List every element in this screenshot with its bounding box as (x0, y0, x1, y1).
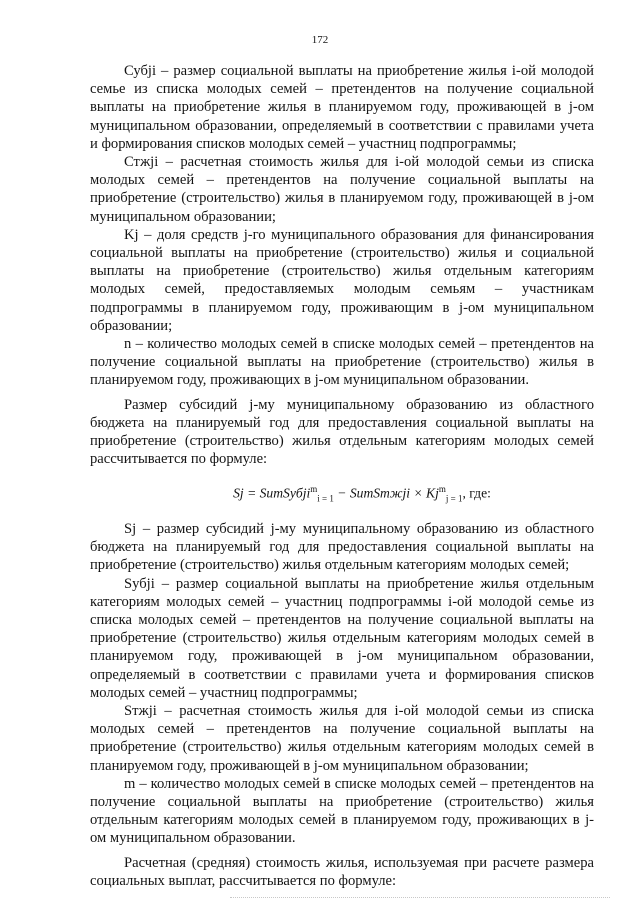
paragraph-n-definition: n – количество молодых семей в списке молодых семей – претендентов на получение социальной выплаты на приобретение (строительство) жилья в планируемом году, проживающих в j-ом муниципальном образовании. (90, 336, 594, 389)
paragraph-subji-definition: Субji – размер социальной выплаты на приобретение жилья i-ой молодой семье из списка молодых семей – претендентов на получение социальной выплаты на приобретение жилья в планируемом году, проживающей в j-ом муниципальном образовании, определяемый в соответствии с правилами учета и формирования списков молодых семей – участниц подпрограммы; (90, 63, 594, 152)
paragraph-sj-definition: Sj – размер субсидий j-му муниципальному образованию из областного бюджета на планируемый год для предоставления социальной выплаты на приобретение (строительство) жилья отдельным категориям молодых семей; (90, 520, 594, 574)
paragraph-average-cost-intro: Расчетная (средняя) стоимость жилья, используемая при расчете размера социальных выплат, рассчитывается по формуле: (90, 854, 594, 889)
formula-sub-a: i = 1 (317, 493, 334, 504)
document-body (90, 62, 594, 890)
paragraph-sybji-definition: Sубji – размер социальной выплаты на приобретение жилья отдельным категориям молодых семей – участниц подпрограммы i-ой молодой семье из списка молодых семей – претендентов на получение социальной выплаты на приобретение (строительство) жилья отдельным категориям молодых семей в планируемом году, проживающей в j-ом муниципальном образовании, определяемый в соответствии с правилами учета и формирования списков молодых семей – участниц подпрограммы; (90, 575, 594, 701)
formula-suffix: , где: (462, 486, 491, 501)
paragraph-stzhji-category-definition: Sтжji – расчетная стоимость жилья для i-ой молодой семьи из списка молодых семей – претендентов на получение социальной выплаты на приобретение (строительство) жилья отдельным категориям молодых семей в планируемом году, проживающей в j-ом муниципальном образовании; (90, 702, 594, 774)
paragraph-kj-definition: Kj – доля средств j-го муниципального образования для финансирования социальной выплаты на приобретение (строительство) жилья и социальной выплаты на приобретение (строительство) жилья отдельным категориям молодых семей, предоставляемых молодым семьям – участникам подпрограммы в планируемом году, проживающим в j-ом муниципальном образовании; (90, 226, 594, 334)
formula-sup-b: m (438, 484, 446, 495)
subsidy-formula (90, 480, 594, 507)
paragraph-subsidy-intro: Размер субсидий j-му муниципальному образованию из областного бюджета на планируемый год для предоставления социальной выплаты на приобретение (строительство) жилья отдельным категориям молодых семей рассчитывается по формуле: (90, 396, 594, 468)
formula-sup-a: m (310, 484, 318, 495)
formula-part-a: Sj = SumSубji (233, 486, 311, 501)
page-number: 172 (311, 34, 329, 46)
formula-part-b: − SumSmжji × Kj (333, 486, 439, 501)
scan-artifact-line (230, 897, 610, 899)
formula-sub-b: j = 1 (445, 493, 463, 504)
paragraph-stzhji-definition: Стжji – расчетная стоимость жилья для i-ой молодой семьи из списка молодых семей – претендентов на получение социальной выплаты на приобретение (строительство) жилья в планируемом году, проживающей в j-ом муниципальном образовании; (90, 154, 594, 225)
paragraph-m-definition: m – количество молодых семей в списке молодых семей – претендентов на получение социальной выплаты на приобретение (строительство) жилья отдельным категориям молодых семей в планируемом году, проживающих в j-ом муниципальном образовании. (90, 775, 594, 847)
